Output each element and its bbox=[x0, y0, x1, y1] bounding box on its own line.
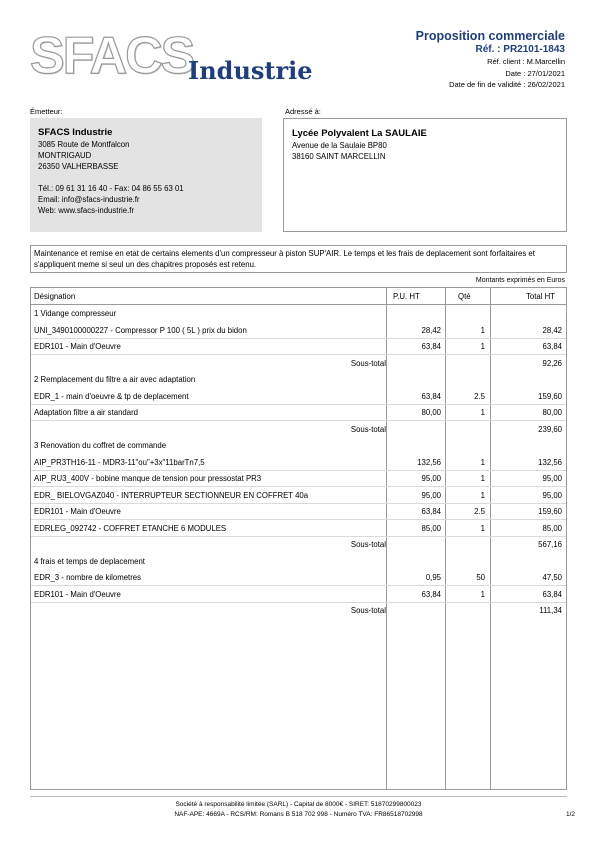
item-unit-price: 63,84 bbox=[421, 391, 441, 401]
item-designation: EDR101 - Main d'Oeuvre bbox=[34, 507, 121, 516]
item-unit-price: 95,00 bbox=[421, 474, 441, 483]
legal-line: Société à responsabilité limitée (SARL) - Capital de 8000€ - SIRET: 51870299800023 bbox=[175, 801, 422, 808]
recipient-box bbox=[283, 118, 567, 232]
section-title-row bbox=[31, 553, 566, 570]
logo-suffix: Industrie bbox=[188, 56, 313, 85]
sender-website[interactable]: Web: www.sfacs-industrie.fr bbox=[38, 206, 135, 215]
item-unit-price: 63,84 bbox=[421, 342, 441, 351]
section-title: 2 Remplacement du filtre a air avec adaptation bbox=[34, 375, 196, 384]
client-reference: Réf. client : M.Marcellin bbox=[487, 57, 565, 66]
table-row bbox=[31, 454, 566, 471]
table-row bbox=[31, 388, 566, 405]
subtotal-row bbox=[31, 421, 566, 438]
item-quantity: 2.5 bbox=[474, 391, 485, 401]
logo-brand: SFACS bbox=[30, 27, 194, 85]
table-row bbox=[31, 404, 566, 421]
page-number: 1/2 bbox=[565, 811, 575, 818]
table-row bbox=[31, 569, 566, 586]
item-unit-price: 95,00 bbox=[421, 490, 441, 500]
validity-date: Date de fin de validité : 26/02/2021 bbox=[449, 80, 565, 89]
item-quantity: 1 bbox=[480, 490, 485, 500]
sender-email[interactable]: Email: info@sfacs-industrie.fr bbox=[38, 195, 140, 204]
item-designation: UNI_3490100000227 - Compressor P 100 ( 5L ) prix du bidon bbox=[34, 325, 247, 335]
item-unit-price: 63,84 bbox=[421, 589, 441, 599]
recipient-name: Lycée Polyvalent La SAULAIE bbox=[292, 128, 427, 139]
item-designation: EDR_ BIELOVGAZ040 - INTERRUPTEUR SECTIONNEUR EN COFFRET 40a bbox=[34, 490, 309, 500]
sender-box bbox=[30, 118, 262, 232]
item-quantity: 1 bbox=[480, 408, 485, 417]
quote-table bbox=[30, 287, 567, 790]
table-row bbox=[31, 586, 566, 603]
subtotal-row bbox=[31, 536, 566, 553]
subtotal-value: 567,16 bbox=[538, 540, 562, 549]
company-logo bbox=[30, 27, 320, 90]
item-quantity: 1 bbox=[480, 589, 485, 599]
item-total: 63,84 bbox=[542, 589, 562, 599]
table-row bbox=[31, 338, 566, 355]
table-row bbox=[31, 487, 566, 504]
item-total: 85,00 bbox=[542, 523, 562, 533]
currency-note: Montants exprimés en Euros bbox=[475, 277, 565, 284]
legal-line: NAF-APE: 4669A - RCS/RM: Romans B 518 702 998 - Numéro TVA: FR86518702998 bbox=[174, 810, 423, 818]
section-title-row bbox=[31, 371, 566, 388]
section-title: 1 Vidange compresseur bbox=[34, 309, 117, 318]
item-designation: AIP_PR3TH16-11 - MDR3-11"ou"+3x"11barTn7,5 bbox=[34, 457, 205, 467]
section-title-row bbox=[31, 305, 566, 322]
item-quantity: 1 bbox=[480, 474, 485, 483]
subtotal-row bbox=[31, 602, 566, 619]
recipient-label: Adressé à: bbox=[285, 107, 321, 116]
item-unit-price: 28,42 bbox=[421, 325, 441, 335]
item-quantity: 1 bbox=[480, 342, 485, 351]
item-unit-price: 0,95 bbox=[425, 573, 441, 582]
item-total: 159,60 bbox=[538, 507, 562, 516]
item-quantity: 50 bbox=[476, 573, 485, 582]
item-total: 47,50 bbox=[542, 573, 562, 582]
header-quantity: Qté bbox=[458, 292, 471, 301]
table-header-row bbox=[31, 288, 566, 305]
subtotal-row bbox=[31, 355, 566, 372]
document-title: Proposition commerciale bbox=[415, 29, 565, 43]
item-total: 159,60 bbox=[538, 391, 562, 401]
item-designation: Adaptation filtre a air standard bbox=[34, 408, 139, 417]
item-designation: EDRLEG_092742 - COFFRET ETANCHE 6 MODULES bbox=[34, 523, 227, 533]
section-title: 4 frais et temps de deplacement bbox=[34, 556, 145, 566]
item-total: 95,00 bbox=[542, 490, 562, 500]
table-row bbox=[31, 470, 566, 487]
sender-label: Émetteur: bbox=[30, 107, 63, 116]
item-quantity: 1 bbox=[480, 523, 485, 533]
sender-address-line: 3085 Route de Montfalcon bbox=[38, 140, 130, 149]
document-reference: Réf. : PR2101-1843 bbox=[475, 44, 565, 55]
table-row bbox=[31, 322, 566, 339]
item-total: 132,56 bbox=[538, 457, 562, 467]
item-total: 28,42 bbox=[542, 325, 562, 335]
item-total: 95,00 bbox=[542, 474, 562, 483]
section-title: 3 Renovation du coffret de commande bbox=[34, 441, 167, 450]
sender-phone: Tél.: 09 61 31 16 40 - Fax: 04 86 55 63 01 bbox=[38, 184, 184, 193]
header-total: Total HT bbox=[525, 292, 555, 301]
subtotal-value: 239,60 bbox=[538, 424, 562, 434]
item-quantity: 1 bbox=[480, 325, 485, 335]
intro-text: Maintenance et remise en etat de certains elements d'un compresseur à piston SUP'AIR. Le temps et les frais de deplacement sont forfaitaires et s'appliquent meme si seul un des chapitres proposés est retenu. bbox=[30, 245, 567, 273]
table-row bbox=[31, 503, 566, 520]
subtotal-label: Sous-total bbox=[350, 424, 386, 434]
item-unit-price: 85,00 bbox=[421, 523, 441, 533]
item-quantity: 1 bbox=[480, 457, 485, 467]
page-footer bbox=[30, 796, 567, 819]
item-designation: EDR_3 - nombre de kilometres bbox=[34, 573, 142, 582]
subtotal-label: Sous-total bbox=[350, 606, 386, 615]
subtotal-value: 111,34 bbox=[539, 606, 562, 615]
header-unit-price: P.U. HT bbox=[393, 292, 420, 301]
subtotal-label: Sous-total bbox=[350, 540, 386, 549]
table-row bbox=[31, 520, 566, 537]
item-unit-price: 80,00 bbox=[421, 408, 441, 417]
document-date: Date : 27/01/2021 bbox=[505, 68, 565, 78]
sender-address-line: MONTRIGAUD bbox=[38, 151, 92, 160]
proposal-header bbox=[416, 29, 565, 91]
sender-address-line: 26350 VALHERBASSE bbox=[38, 162, 119, 171]
header-designation: Désignation bbox=[34, 292, 76, 301]
item-unit-price: 63,84 bbox=[421, 507, 441, 516]
item-unit-price: 132,56 bbox=[417, 457, 441, 467]
item-designation: EDR101 - Main d'Oeuvre bbox=[34, 342, 121, 351]
item-total: 80,00 bbox=[542, 408, 562, 417]
item-designation: EDR101 - Main d'Oeuvre bbox=[34, 589, 121, 599]
item-designation: EDR_1 - main d'oeuvre & tp de deplacement bbox=[34, 391, 189, 401]
recipient-address-line: Avenue de la Saulaie BP80 bbox=[292, 141, 387, 150]
sender-name: SFACS Industrie bbox=[38, 127, 113, 138]
subtotal-value: 92,26 bbox=[542, 358, 562, 368]
item-quantity: 2.5 bbox=[474, 507, 485, 516]
item-total: 63,84 bbox=[542, 342, 562, 351]
subtotal-label: Sous-total bbox=[350, 358, 386, 368]
item-designation: AIP_RU3_400V - bobine manque de tension pour pressostat PR3 bbox=[34, 474, 262, 483]
section-title-row bbox=[31, 437, 566, 454]
recipient-address-line: 38160 SAINT MARCELLIN bbox=[292, 152, 386, 161]
